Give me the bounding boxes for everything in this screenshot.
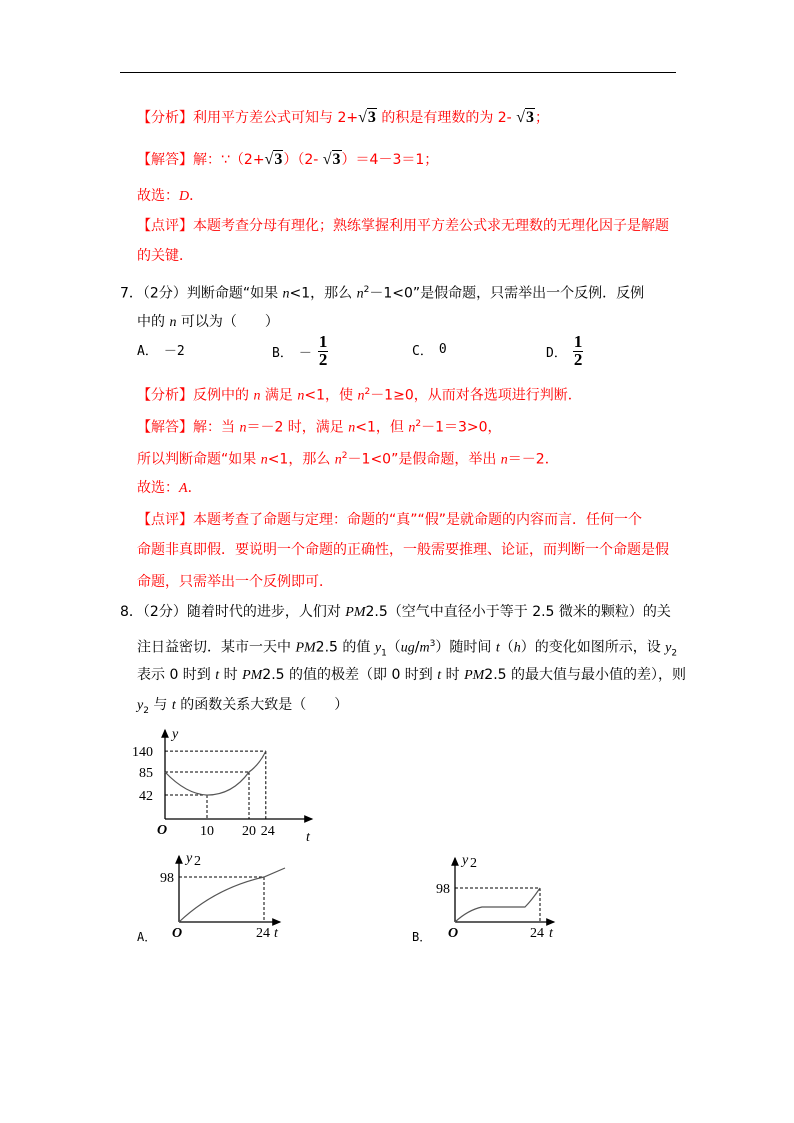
y1-curve (165, 751, 266, 795)
option-value: 0 (438, 342, 447, 357)
text-segment: <1，那么 (267, 451, 335, 468)
text-segment: （ (386, 639, 401, 656)
text-segment: 与 (148, 697, 172, 713)
text-segment: 2.5 的最大值与最小值的差），则 (484, 667, 686, 683)
y2-curve (179, 868, 285, 922)
x-tick-label: 20 (242, 824, 256, 839)
math-sub: 2 (671, 648, 678, 659)
math-sub: 1 (381, 648, 387, 659)
math-variable: n (253, 388, 261, 404)
y-tick: 98 (160, 871, 174, 886)
text-segment: 表示 0 时到 (137, 667, 216, 683)
text-segment: ＝－2． (507, 451, 559, 468)
text-segment: 8．（2分）随着时代的进步，人们对 (120, 604, 346, 620)
text-segment: 2.5 的值 (315, 639, 375, 656)
math-variable: A (179, 481, 188, 496)
option-sign: － (298, 345, 312, 361)
math-sub: 2 (143, 705, 149, 716)
y-axis-subscript: 2 (194, 854, 201, 869)
text-segment: <1，那么 (289, 285, 357, 302)
y-tick-label: 85 (139, 765, 153, 781)
q7-choice (137, 478, 202, 498)
math-variable: n (297, 388, 305, 404)
text-segment: 【解答】解：∵（2+ (137, 152, 265, 168)
y-axis-label: y (462, 853, 469, 868)
text-segment: 可以为（ ） (176, 314, 279, 330)
q6-analysis (137, 108, 549, 128)
q7-stem (120, 280, 644, 300)
q6-comment (137, 216, 669, 236)
header-rule (120, 72, 676, 73)
radicand: 3 (367, 109, 376, 126)
text-segment: 的积是有理数的为 2- (376, 110, 517, 126)
option-value: －2 (163, 344, 185, 359)
option-label: C． (412, 344, 433, 359)
text-segment: 2.5 的值的极差（即 0 时到 (262, 667, 438, 683)
origin-label: O (157, 823, 168, 838)
q8-stem-cont3 (137, 695, 348, 715)
origin-label: O (172, 926, 183, 938)
denominator: 2 (318, 350, 328, 369)
text-segment: 时 (441, 667, 465, 683)
math-variable: m (419, 640, 430, 656)
radical-icon: √ (358, 109, 367, 126)
q7-solution-cont (137, 446, 559, 466)
math-variable: n (260, 452, 268, 468)
q6-choice (137, 186, 203, 206)
text-segment: ＝－2 时，满足 (246, 419, 349, 436)
q7-comment-cont (137, 540, 669, 560)
text-segment: 【解答】解：当 (137, 419, 240, 436)
text-segment: ）＝4－3＝1； (341, 152, 439, 168)
text-segment: －1<0”是假命题，只需举出一个反例．反例 (369, 285, 645, 302)
q7-option-d (546, 334, 583, 368)
text-segment: ）（2- (283, 152, 323, 168)
fraction (318, 334, 329, 368)
text-segment: ． (187, 480, 202, 496)
q7-comment-cont2 (137, 572, 333, 592)
option-a-label: A． (137, 930, 157, 944)
text-segment: 满足 (260, 387, 298, 404)
y-tick-label: 140 (132, 745, 153, 761)
radical-icon: √ (322, 151, 332, 168)
x-axis-label: t (306, 830, 310, 845)
denominator: 2 (573, 350, 583, 369)
text-segment: 所以判断命题“如果 (137, 451, 261, 468)
text-segment: 中的 (137, 314, 170, 330)
q7-option-c (412, 340, 447, 359)
math-variable: n (169, 315, 177, 330)
x-tick: 24 (530, 926, 544, 938)
math-variable: n (282, 286, 290, 302)
option-b-graph (436, 848, 576, 938)
y-tick-label: 42 (139, 789, 153, 805)
q6-solution (137, 150, 438, 170)
radical-icon: √ (516, 109, 525, 126)
q7-stem-cont (137, 312, 279, 332)
text-segment: －1≥0，从而对各选项进行判断． (370, 387, 582, 404)
text-segment: 故选： (137, 188, 179, 204)
q8-stem (120, 602, 671, 622)
math-variable: n (239, 420, 247, 436)
q6-comment-cont (137, 246, 193, 266)
math-variable: PM (464, 668, 485, 683)
text-segment: 【分析】反例中的 (137, 387, 254, 404)
q8-stem-cont (137, 634, 678, 659)
text-segment: －1<0”是假命题，举出 (347, 451, 501, 468)
x-tick-label: 10 (200, 824, 214, 839)
math-variable: n (334, 452, 342, 468)
y-tick: 98 (436, 882, 450, 897)
y2-curve (455, 888, 540, 922)
option-label: A． (137, 344, 158, 359)
text-segment: <1，但 (355, 419, 409, 436)
text-segment: 【点评】本题考查分母有理化；熟练掌握利用平方差公式求无理数的无理化因子是解题 (137, 218, 669, 234)
math-variable: n (357, 388, 365, 404)
math-variable: t (437, 668, 442, 683)
math-variable: y (137, 698, 144, 713)
y-axis-subscript: 2 (470, 856, 477, 871)
math-variable: D (179, 189, 190, 204)
math-variable: PM (345, 605, 366, 620)
x-tick-label: 24 (260, 824, 275, 839)
radicand: 3 (274, 151, 283, 168)
numerator: 1 (573, 332, 583, 351)
x-axis-label: t (274, 926, 278, 938)
text-segment: <1，使 (304, 387, 358, 404)
text-segment: ）的变化如图所示，设 (520, 639, 666, 656)
option-b-label: B． (412, 930, 432, 944)
math-sup: 2 (415, 419, 422, 429)
math-sup: 2 (341, 451, 348, 461)
math-variable: PM (242, 668, 263, 683)
sqrt-expression (358, 108, 377, 126)
text-segment: 7．（2分）判断命题“如果 (120, 285, 283, 302)
x-axis-label: t (549, 926, 553, 938)
math-variable: ug (400, 640, 415, 656)
text-segment: （ (499, 639, 514, 656)
q7-solution (137, 414, 502, 434)
math-sup: 3 (429, 639, 436, 649)
sqrt-expression (323, 150, 342, 168)
text-segment: 命题非真即假．要说明一个命题的正确性，一般需要推理、论证，而判断一个命题是假 (137, 542, 669, 558)
text-segment: －1＝3>0， (421, 419, 502, 436)
q7-comment (137, 510, 642, 530)
text-segment: 命题，只需举出一个反例即可． (137, 574, 333, 590)
q7-analysis (137, 382, 582, 402)
q8-stem-cont2 (137, 665, 686, 685)
option-label: D． (546, 345, 567, 361)
option-label: B． (272, 345, 293, 361)
radicand: 3 (525, 109, 534, 126)
math-variable: t (215, 668, 220, 683)
text-segment: ； (534, 110, 549, 126)
y-axis-label: y (186, 851, 193, 866)
fraction (573, 334, 584, 368)
text-segment: ． (189, 188, 204, 204)
math-variable: n (408, 420, 416, 436)
math-sup: 2 (364, 387, 371, 397)
radical-icon: √ (264, 151, 274, 168)
text-segment: ）随时间 (435, 639, 496, 656)
text-segment: 的函数关系大致是（ ） (175, 697, 349, 713)
text-segment: 的关键． (137, 248, 193, 264)
text-segment: 故选： (137, 480, 179, 496)
text-segment: 【点评】本题考查了命题与定理：命题的“真”“假”是就命题的内容而言．任何一个 (137, 512, 643, 528)
y-axis-label: y (172, 727, 179, 742)
sqrt-expression (265, 150, 284, 168)
math-variable: PM (295, 640, 316, 656)
option-a-graph (160, 848, 300, 938)
sqrt-expression (516, 108, 535, 126)
math-variable: n (356, 286, 364, 302)
math-variable: y (374, 640, 382, 656)
q7-option-b (272, 334, 328, 368)
origin-label: O (448, 926, 459, 938)
text-segment: 2.5（空气中直径小于等于 2.5 微米的颗粒）的关 (365, 604, 671, 620)
math-variable: y (665, 640, 672, 656)
math-sup: 2 (363, 285, 370, 295)
pm25-graph (130, 720, 330, 845)
text-segment: 注日益密切．某市一天中 (137, 639, 296, 656)
q7-option-a (137, 340, 185, 359)
math-variable: t (171, 698, 176, 713)
math-variable: t (495, 640, 500, 656)
text-segment: 时 (219, 667, 243, 683)
text-segment: 【分析】利用平方差公式可知与 2+ (137, 110, 359, 126)
math-variable: n (348, 420, 356, 436)
radicand: 3 (332, 151, 341, 168)
math-variable: n (500, 452, 508, 468)
x-tick: 24 (256, 926, 270, 938)
text-segment: / (414, 639, 420, 656)
math-variable: h (513, 640, 521, 656)
numerator: 1 (318, 332, 328, 351)
